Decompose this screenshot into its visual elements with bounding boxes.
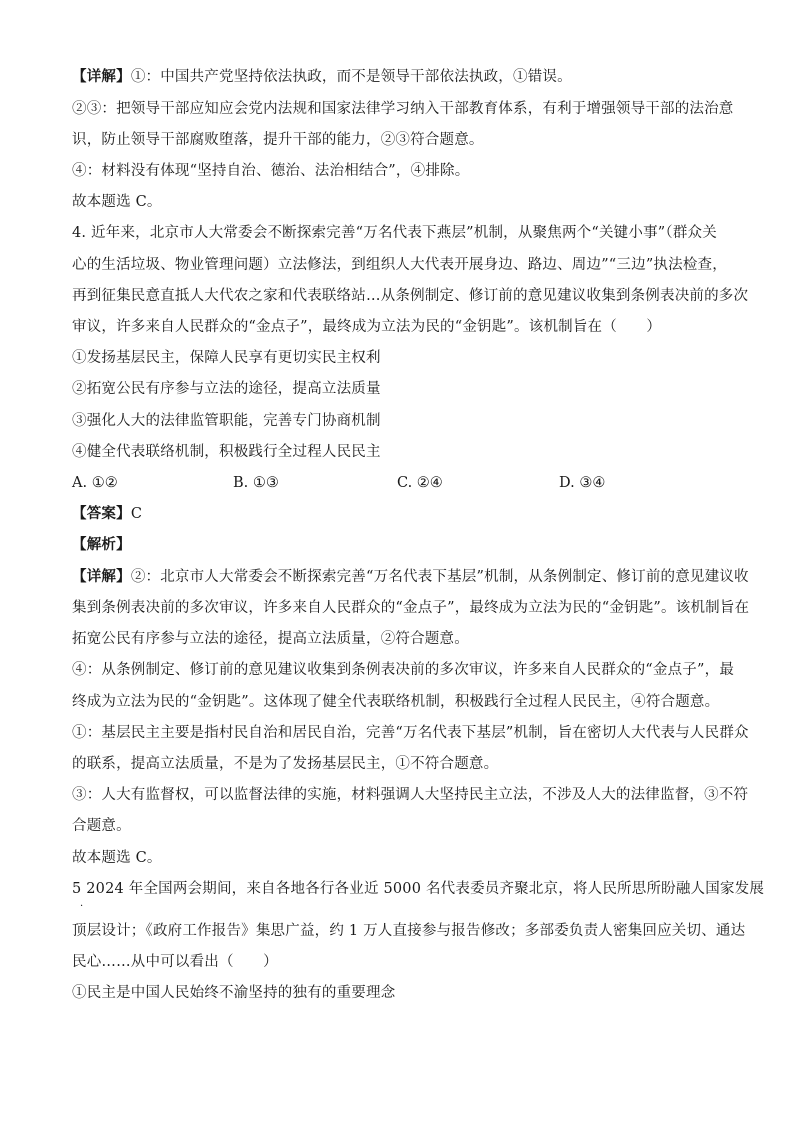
detail-2-tag: 【详解】 [72, 568, 131, 585]
detail-line-1 [72, 67, 722, 87]
detail-2-line-1 [72, 567, 749, 587]
question-5-line-3: 民心……从中可以看出（ ） [72, 954, 278, 970]
option-4: ④健全代表联络机制，积极践行全过程人民民主 [72, 444, 381, 460]
detail-2-line-3: 拓宽公民有序参与立法的途径，提高立法质量，②符合题意。 [72, 631, 469, 647]
detail-text: ①：中国共产党坚持依法执政，而不是领导干部依法执政，①错误。 [130, 69, 572, 85]
conclusion-line-2: 故本题选 C。 [72, 850, 162, 866]
stray-dot: · [80, 901, 84, 912]
question-5-option-1: ①民主是中国人民始终不渝坚持的独有的重要理念 [72, 985, 396, 1001]
detail-2-line-8: ③：人大有监督权，可以监督法律的实施，材料强调人大坚持民主立法，不涉及人大的法律监督，③不符 [72, 787, 749, 803]
detail-line-2: ②③：把领导干部应知应会党内法规和国家法律学习纳入干部教育体系，有利于增强领导干部的法治意 [72, 101, 734, 117]
detail-2-line-4: ④：从条例制定、修订前的意见建议收集到条例表决前的多次审议，许多来自人民群众的“金点子”，最 [72, 662, 735, 678]
option-3: ③强化人大的法律监管职能，完善专门协商机制 [72, 413, 381, 429]
question-4-line-2: 心的生活垃圾、物业管理问题）立法修法，到组织人大代表开展身边、路边、周边”“三边”执法检查， [72, 257, 727, 273]
answer-value: C [130, 506, 143, 522]
detail-line-3: 识，防止领导干部腐败堕落，提升干部的能力，②③符合题意。 [72, 132, 484, 148]
option-2: ②拓宽公民有序参与立法的途径，提高立法质量 [72, 381, 381, 397]
detail-2-line-2: 集到条例表决前的多次审议，许多来自人民群众的“金点子”，最终成为立法为民的“金钥匙”。该机制旨在 [72, 600, 750, 616]
choice-d: D. ③④ [559, 475, 606, 491]
choice-b: B. ①③ [233, 475, 279, 491]
question-4-line-4: 审议，许多来自人民群众的“金点子”，最终成为立法为民的“金钥匙”。该机制旨在（ ） [72, 319, 662, 335]
answer-choices [72, 473, 722, 493]
analysis-tag: 【解析】 [72, 536, 131, 553]
choice-a: A. ①② [72, 475, 118, 491]
conclusion-line-1: 故本题选 C。 [72, 194, 162, 210]
detail-tag: 【详解】 [72, 68, 131, 85]
question-5-line-2: 顶层设计；《政府工作报告》集思广益，约 1 万人直接参与报告修改；多部委负责人密集回应关切、通达 [72, 923, 746, 939]
analysis-line [72, 535, 722, 555]
choice-c: C. ②④ [397, 475, 443, 491]
detail-2-line-6: ①：基层民主主要是指村民自治和居民自治，完善“万名代表下基层”机制，旨在密切人大代表与人民群众 [72, 725, 749, 741]
answer-tag: 【答案】 [72, 505, 131, 522]
detail-2-line-9: 合题意。 [72, 818, 131, 834]
answer-line [72, 504, 722, 524]
question-4-line-1: 4. 近年来，北京市人大常委会不断探索完善“万名代表下燕层”机制，从聚焦两个“关键小事”（群众关 [72, 225, 717, 241]
detail-line-4: ④：材料没有体现“坚持自治、德治、法治相结合”，④排除。 [72, 163, 470, 179]
detail-2-line-5: 终成为立法为民的“金钥匙”。这体现了健全代表联络机制，积极践行全过程人民民主，④符合题意。 [72, 694, 720, 710]
option-1: ①发扬基层民主，保障人民享有更切实民主权利 [72, 350, 381, 366]
question-5-line-1: 5 2024 年全国两会期间，来自各地各行各业近 5000 名代表委员齐聚北京，将人民所思所盼融人国家发展 [72, 881, 765, 897]
question-4-line-3: 再到征集民意直抵人大代农之家和代表联络站…从条例制定、修订前的意见建议收集到条例表决前的多次 [72, 288, 749, 304]
detail-2-line-7: 的联系，提高立法质量，不是为了发扬基层民主，①不符合题意。 [72, 756, 499, 772]
detail-2-text: ②：北京市人大常委会不断探索完善“万名代表下基层”机制，从条例制定、修订前的意见建议收 [130, 569, 749, 585]
